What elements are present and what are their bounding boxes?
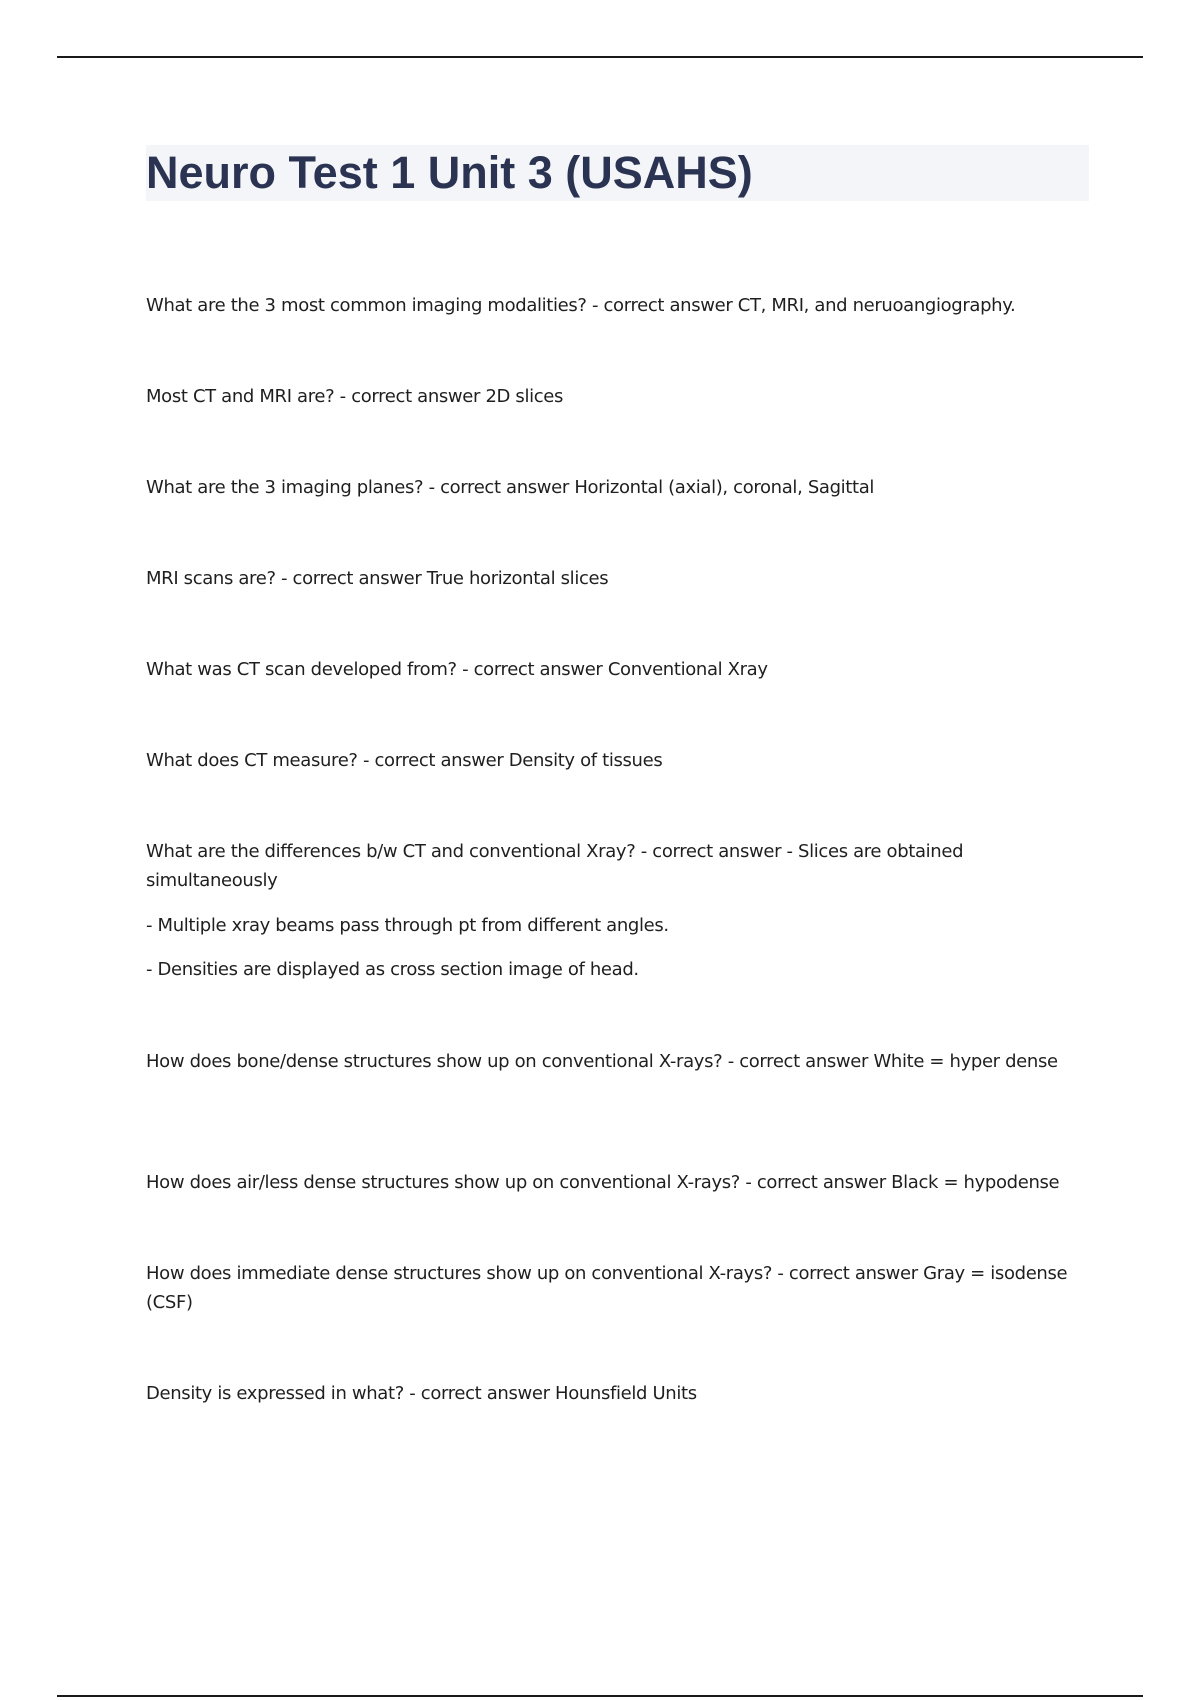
qa-text xyxy=(146,1047,1091,1076)
qa-text xyxy=(146,1168,1091,1197)
answer: CT, MRI, and neruoangiography. xyxy=(737,295,1016,316)
separator: - correct answer xyxy=(357,750,509,771)
page-title: Neuro Test 1 Unit 3 (USAHS) xyxy=(146,147,753,198)
answer: - Slices are obtained simultaneously xyxy=(146,841,964,891)
question: Most CT and MRI are? xyxy=(146,386,335,407)
qa-text xyxy=(146,473,1091,502)
separator: - correct answer xyxy=(275,568,427,589)
qa-text xyxy=(146,837,1091,895)
separator: - correct answer xyxy=(456,659,608,680)
answer: True horizontal slices xyxy=(426,568,609,589)
qa-text xyxy=(146,1379,1091,1408)
answer: Gray = isodense (CSF) xyxy=(146,1263,1068,1313)
separator: - correct answer xyxy=(635,841,787,862)
question: What are the differences b/w CT and conventional Xray? xyxy=(146,841,636,862)
qa-item-4 xyxy=(146,564,1091,593)
qa-text xyxy=(146,655,1091,684)
answer: Conventional Xray xyxy=(607,659,768,680)
qa-text xyxy=(146,382,1091,411)
question: What does CT measure? xyxy=(146,750,358,771)
qa-text xyxy=(146,1259,1091,1317)
separator: - correct answer xyxy=(722,1051,874,1072)
answer: White = hyper dense xyxy=(873,1051,1058,1072)
qa-text xyxy=(146,291,1091,320)
question: How does bone/dense structures show up on conventional X-rays? xyxy=(146,1051,723,1072)
qa-item-9 xyxy=(146,1168,1091,1197)
question: How does air/less dense structures show up on conventional X-rays? xyxy=(146,1172,740,1193)
question: MRI scans are? xyxy=(146,568,276,589)
qa-item-6 xyxy=(146,746,1091,775)
qa-text xyxy=(146,746,1091,775)
answer-bullet: - Multiple xray beams pass through pt from different angles. xyxy=(146,915,669,936)
separator: - correct answer xyxy=(403,1383,556,1404)
qa-item-5 xyxy=(146,655,1091,684)
answer: Black = hypodense xyxy=(891,1172,1060,1193)
answer: 2D slices xyxy=(485,386,564,407)
separator: - correct answer xyxy=(740,1172,892,1193)
top-rule xyxy=(57,56,1143,58)
qa-text xyxy=(146,564,1091,593)
question: What are the 3 most common imaging modalities? xyxy=(146,295,587,316)
qa-item-3 xyxy=(146,473,1091,502)
qa-item-11 xyxy=(146,1379,1091,1408)
answer: Density of tissues xyxy=(508,750,663,771)
answer-bullet: - Densities are displayed as cross section image of head. xyxy=(146,959,639,980)
question: How does immediate dense structures show up on conventional X-rays? xyxy=(146,1263,773,1284)
question: What was CT scan developed from? xyxy=(146,659,457,680)
question: Density is expressed in what? xyxy=(146,1383,404,1404)
question: What are the 3 imaging planes? xyxy=(146,477,424,498)
answer: Hounsfield Units xyxy=(555,1383,697,1404)
separator: - correct answer xyxy=(772,1263,924,1284)
qa-item-10 xyxy=(146,1259,1091,1317)
qa-item-1 xyxy=(146,291,1091,320)
bottom-rule xyxy=(57,1695,1143,1697)
separator: - correct answer xyxy=(423,477,575,498)
qa-item-2 xyxy=(146,382,1091,411)
separator: - correct answer xyxy=(586,295,738,316)
separator: - correct answer xyxy=(334,386,486,407)
qa-item-7 xyxy=(146,837,1091,984)
answer: Horizontal (axial), coronal, Sagittal xyxy=(574,477,875,498)
qa-item-8 xyxy=(146,1047,1091,1076)
